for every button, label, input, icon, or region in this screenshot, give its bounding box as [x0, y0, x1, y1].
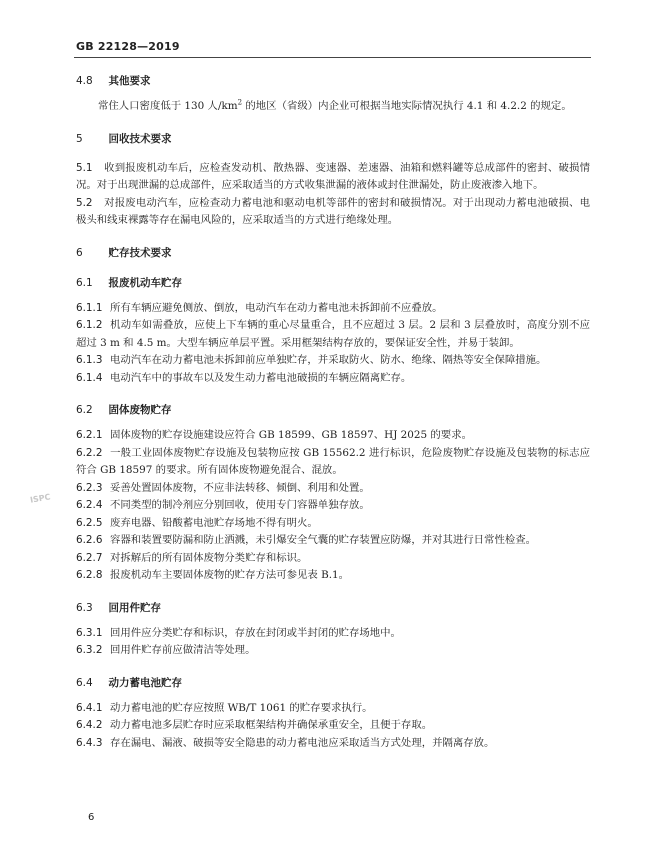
clause-text: 容器和装置要防漏和防止洒溅，未引爆安全气囊的贮存装置应防爆，并对其进行日常性检查。 — [110, 534, 537, 546]
clause-6-2-8 — [76, 567, 590, 585]
section-6-1-clauses — [76, 300, 590, 388]
clause-6-1-1 — [76, 300, 590, 318]
standard-number: GB 22128—2019 — [76, 40, 180, 53]
clause-5-2: 5.2 对报废电动汽车，应检查动力蓄电池和驱动电机等部件的密封和破损情况。对于出现动力蓄电池破损、电极头和线束裸露等存在漏电风险的，应采取适当的方式进行绝缘处理。 — [76, 196, 590, 226]
clause-number: 6.2.2 — [76, 446, 103, 459]
section-6-3-clauses — [76, 625, 590, 660]
clause-6-2-3 — [76, 480, 590, 498]
section-4-8-paragraph: 常住人口密度低于 130 人$/km^2$ 的地区（省级）内企业可根据当地实际情况执行 4.1 和 4.2.2 的规定。 — [98, 98, 572, 112]
page-number: 6 — [88, 812, 95, 823]
clause-number: 6.2.4 — [76, 499, 103, 511]
clause-6-3-2 — [76, 642, 590, 660]
clause-number: 6.1.3 — [76, 354, 103, 366]
clause-number: 6.4.1 — [76, 701, 103, 714]
clause-number: 6.2.7 — [76, 551, 103, 564]
clause-text: 机动车如需叠放，应使上下车辆的重心尽量重合，且不应超过 3 层。2 层和 3 层叠放时，高度分别不应超过 3 m 和 4.5 m。大型车辆应单层平置。采用框架结构存放的，要保证安全性，并易于装卸。 — [76, 319, 590, 349]
clause-text: 动力蓄电池多层贮存时应采取框架结构并确保承重安全，且便于存取。 — [110, 719, 433, 731]
section-6-4-clauses — [76, 700, 590, 753]
clause-6-4-3 — [76, 735, 590, 753]
clause-number: 6.2.1 — [76, 429, 103, 441]
clause-text: 存在漏电、漏液、破损等安全隐患的动力蓄电池应采取适当方式处理，并隔离存放。 — [110, 736, 495, 749]
clause-number: 6.1.2 — [76, 319, 103, 331]
clause-text: 不同类型的制冷剂应分别回收，使用专门容器单独存放。 — [110, 499, 370, 511]
section-6-3-heading: 6.3 回用件贮存 — [76, 601, 161, 614]
clause-text: 动力蓄电池的贮存应按照 WB/T 1061 的贮存要求执行。 — [110, 701, 373, 714]
section-6-2-heading: 6.2 固体废物贮存 — [76, 404, 172, 416]
clause-number: 6.4.3 — [76, 736, 103, 749]
clause-6-4-2 — [76, 717, 590, 735]
clause-number: 6.3.1 — [76, 626, 103, 639]
document-body — [76, 72, 590, 752]
header-rule — [74, 57, 591, 58]
clause-number: 6.1.1 — [76, 301, 103, 314]
clause-text: 对拆解后的所有固体废物分类贮存和标识。 — [110, 551, 308, 564]
clause-text: 固体废物的贮存设施建设应符合 GB 18599、GB 18597、HJ 2025 的要求。 — [110, 429, 472, 441]
clause-6-1-3 — [76, 352, 590, 370]
clause-text: 所有车辆应避免侧放、倒放，电动汽车在动力蓄电池未拆卸前不应叠放。 — [110, 301, 443, 314]
clause-5-1: 5.1 收到报废机动车后，应检查发动机、散热器、变速器、差速器、油箱和燃料罐等总成部件的密封、破损情况。对于出现泄漏的总成部件，应采取适当的方式收集泄漏的液体或封住泄漏处，防止废液渗入地下。 — [76, 161, 590, 191]
clause-number: 6.2.3 — [76, 481, 103, 494]
clause-6-4-1 — [76, 700, 590, 718]
section-6-1-heading: 6.1 报废机动车贮存 — [76, 276, 182, 289]
clause-number: 6.2.5 — [76, 516, 103, 529]
watermark-logo: ISPC — [29, 492, 52, 505]
clause-6-2-7 — [76, 550, 590, 568]
clause-text: 电动汽车中的事故车以及发生动力蓄电池破损的车辆应隔离贮存。 — [110, 371, 412, 384]
clause-text: 废弃电器、铅酸蓄电池贮存场地不得有明火。 — [110, 516, 318, 529]
clause-6-2-1 — [76, 427, 590, 445]
clause-text: 报废机动车主要固体废物的贮存方法可参见表 B.1。 — [110, 569, 350, 581]
clause-6-2-4 — [76, 497, 590, 515]
clause-number: 6.2.8 — [76, 569, 103, 581]
clause-text: 回用件贮存前应做清洁等处理。 — [110, 644, 256, 656]
section-6-heading: 6 贮存技术要求 — [76, 246, 172, 259]
clause-text: 回用件应分类贮存和标识，存放在封闭或半封闭的贮存场地中。 — [110, 626, 401, 639]
clause-6-2-5 — [76, 515, 590, 533]
clause-6-1-4 — [76, 370, 590, 388]
clause-6-1-2 — [76, 317, 590, 352]
clause-6-2-2 — [76, 445, 590, 480]
clause-6-3-1 — [76, 625, 590, 643]
clause-text: 一般工业固体废物贮存设施及包装物应按 GB 15562.2 进行标识，危险废物贮存设施及包装物的标志应符合 GB 18597 的要求。所有固体废物避免混合、混放。 — [76, 446, 590, 476]
clause-number: 6.4.2 — [76, 719, 103, 731]
section-6-4-heading: 6.4 动力蓄电池贮存 — [76, 676, 182, 689]
clause-text: 电动汽车在动力蓄电池未拆卸前应单独贮存，并采取防火、防水、绝缘、隔热等安全保障措施。 — [110, 354, 547, 366]
section-6-2-clauses — [76, 427, 590, 585]
clause-number: 6.3.2 — [76, 644, 103, 656]
section-5-heading: 5 回收技术要求 — [76, 132, 172, 145]
section-4-8-heading: 4.8 其他要求 — [76, 75, 151, 87]
clause-6-2-6 — [76, 532, 590, 550]
clause-number: 6.1.4 — [76, 371, 103, 384]
clause-text: 妥善处置固体废物，不应非法转移、倾倒、利用和处置。 — [110, 481, 370, 494]
clause-number: 6.2.6 — [76, 534, 103, 546]
